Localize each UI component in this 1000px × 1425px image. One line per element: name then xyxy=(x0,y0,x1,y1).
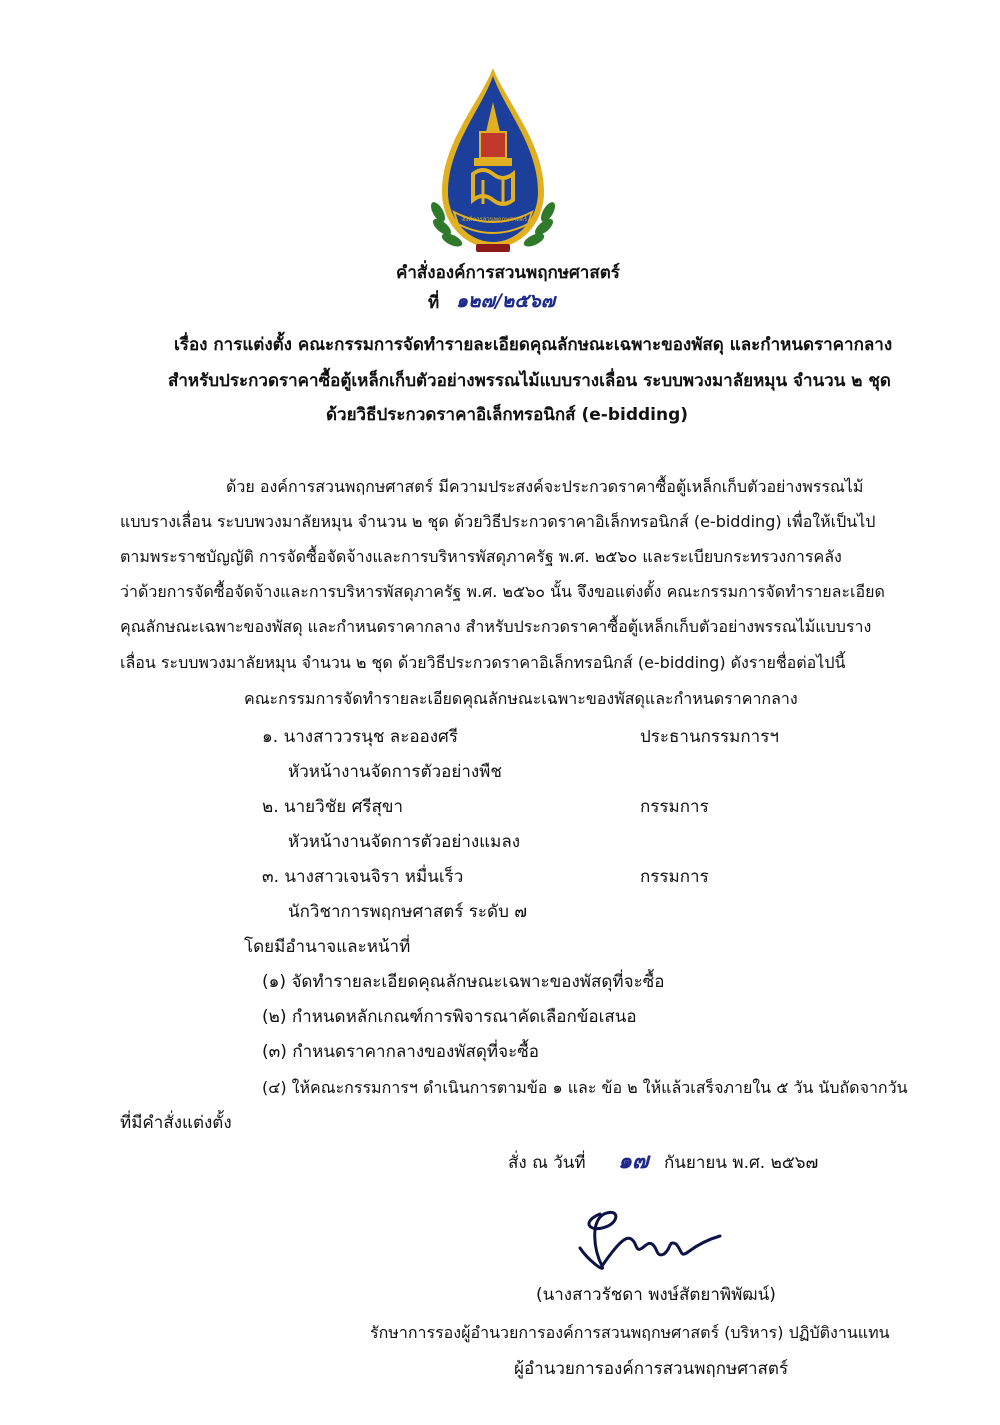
member-position: หัวหน้างานจัดการตัวอย่างแมลง xyxy=(288,832,521,852)
member-role: ประธานกรรมการฯ xyxy=(640,727,779,747)
committee-heading: คณะกรรมการจัดทำรายละเอียดคุณลักษณะเฉพาะของพัสดุและกำหนดราคากลาง xyxy=(244,689,798,708)
subject-line-2: สำหรับประกวดราคาซื้อตู้เหล็กเก็บตัวอย่างพรรณไม้แบบรางเลื่อน ระบบพวงมาลัยหมุน จำนวน ๒ ชุด xyxy=(168,371,891,391)
member-position: นักวิชาการพฤกษศาสตร์ ระดับ ๗ xyxy=(288,902,528,922)
body-line: ว่าด้วยการจัดซื้อจัดจ้างและการบริหารพัสดุภาครัฐ พ.ศ. ๒๕๖๐ นั้น จึงขอแต่งตั้ง คณะกรรมการจัดทำรายละเอียด xyxy=(120,582,885,601)
subject-line-3: ด้วยวิธีประกวดราคาอิเล็กทรอนิกส์ (e-bidding) xyxy=(326,405,689,425)
member-role: กรรมการ xyxy=(640,867,709,887)
organization-logo xyxy=(428,62,558,262)
duty-item: (๒) กำหนดหลักเกณฑ์การพิจารณาคัดเลือกข้อเสนอ xyxy=(262,1007,637,1027)
body-line: คุณลักษณะเฉพาะของพัสดุ และกำหนดราคากลาง สำหรับประกวดราคาซื้อตู้เหล็กเก็บตัวอย่างพรรณไม้แบบราง xyxy=(120,617,872,636)
order-title: คำสั่งองค์การสวนพฤกษศาสตร์ xyxy=(396,263,620,283)
signatory-name: (นางสาวรัชดา พงษ์สัตยาพิพัฒน์) xyxy=(536,1285,776,1305)
date-prefix: สั่ง ณ วันที่ xyxy=(508,1153,586,1173)
body-line: ด้วย องค์การสวนพฤกษศาสตร์ มีความประสงค์จะประกวดราคาซื้อตู้เหล็กเก็บตัวอย่างพรรณไม้ xyxy=(226,477,864,496)
logo-emblem-icon xyxy=(428,62,558,262)
duty-item: (๔) ให้คณะกรรมการฯ ดำเนินการตามข้อ ๑ และ ข้อ ๒ ให้แล้วเสร็จภายใน ๕ วัน นับถัดจากวัน xyxy=(262,1078,908,1097)
member-role: กรรมการ xyxy=(640,797,709,817)
date-day: ๑๗ xyxy=(618,1148,649,1174)
logo-banner-text: องค์การสวนพฤกษศาสตร์ xyxy=(462,216,528,223)
duty-item: (๑) จัดทำรายละเอียดคุณลักษณะเฉพาะของพัสดุที่จะซื้อ xyxy=(262,972,665,992)
member-name: ๑. นางสาววรนุช ละอองศรี xyxy=(262,727,458,747)
subject-line-1: เรื่อง การแต่งตั้ง คณะกรรมการจัดทำรายละเอียดคุณลักษณะเฉพาะของพัสดุ และกำหนดราคากลาง xyxy=(174,335,893,355)
body-line: เลื่อน ระบบพวงมาลัยหมุน จำนวน ๒ ชุด ด้วยวิธีประกวดราคาอิเล็กทรอนิกส์ (e-bidding) ดังรายชื่อต่อไปนี้ xyxy=(120,653,846,672)
date-suffix: กันยายน พ.ศ. ๒๕๖๗ xyxy=(664,1153,819,1173)
order-number-label: ที่ xyxy=(428,293,440,313)
signatory-title-2: ผู้อำนวยการองค์การสวนพฤกษศาสตร์ xyxy=(514,1359,789,1379)
signature-icon xyxy=(560,1200,730,1280)
body-line: แบบรางเลื่อน ระบบพวงมาลัยหมุน จำนวน ๒ ชุด ด้วยวิธีประกวดราคาอิเล็กทรอนิกส์ (e-bidding) เพื่อให้เป็นไป xyxy=(120,512,876,531)
duties-heading: โดยมีอำนาจและหน้าที่ xyxy=(244,937,411,957)
order-number-value: ๑๒๗/๒๕๖๗ xyxy=(456,290,556,312)
member-name: ๓. นางสาวเจนจิรา หมื่นเร็ว xyxy=(262,867,464,887)
duty-item: (๓) กำหนดราคากลางของพัสดุที่จะซื้อ xyxy=(262,1042,539,1062)
duty-continuation: ที่มีคำสั่งแต่งตั้ง xyxy=(120,1113,232,1133)
body-line: ตามพระราชบัญญัติ การจัดซื้อจัดจ้างและการบริหารพัสดุภาครัฐ พ.ศ. ๒๕๖๐ และระเบียบกระทรวงการคลัง xyxy=(120,547,842,566)
signatory-title-1: รักษาการรองผู้อำนวยการองค์การสวนพฤกษศาสตร์ (บริหาร) ปฏิบัติงานแทน xyxy=(370,1323,890,1342)
member-position: หัวหน้างานจัดการตัวอย่างพืช xyxy=(288,762,502,782)
member-name: ๒. นายวิชัย ศรีสุขา xyxy=(262,797,404,817)
signature-mark xyxy=(560,1200,730,1280)
